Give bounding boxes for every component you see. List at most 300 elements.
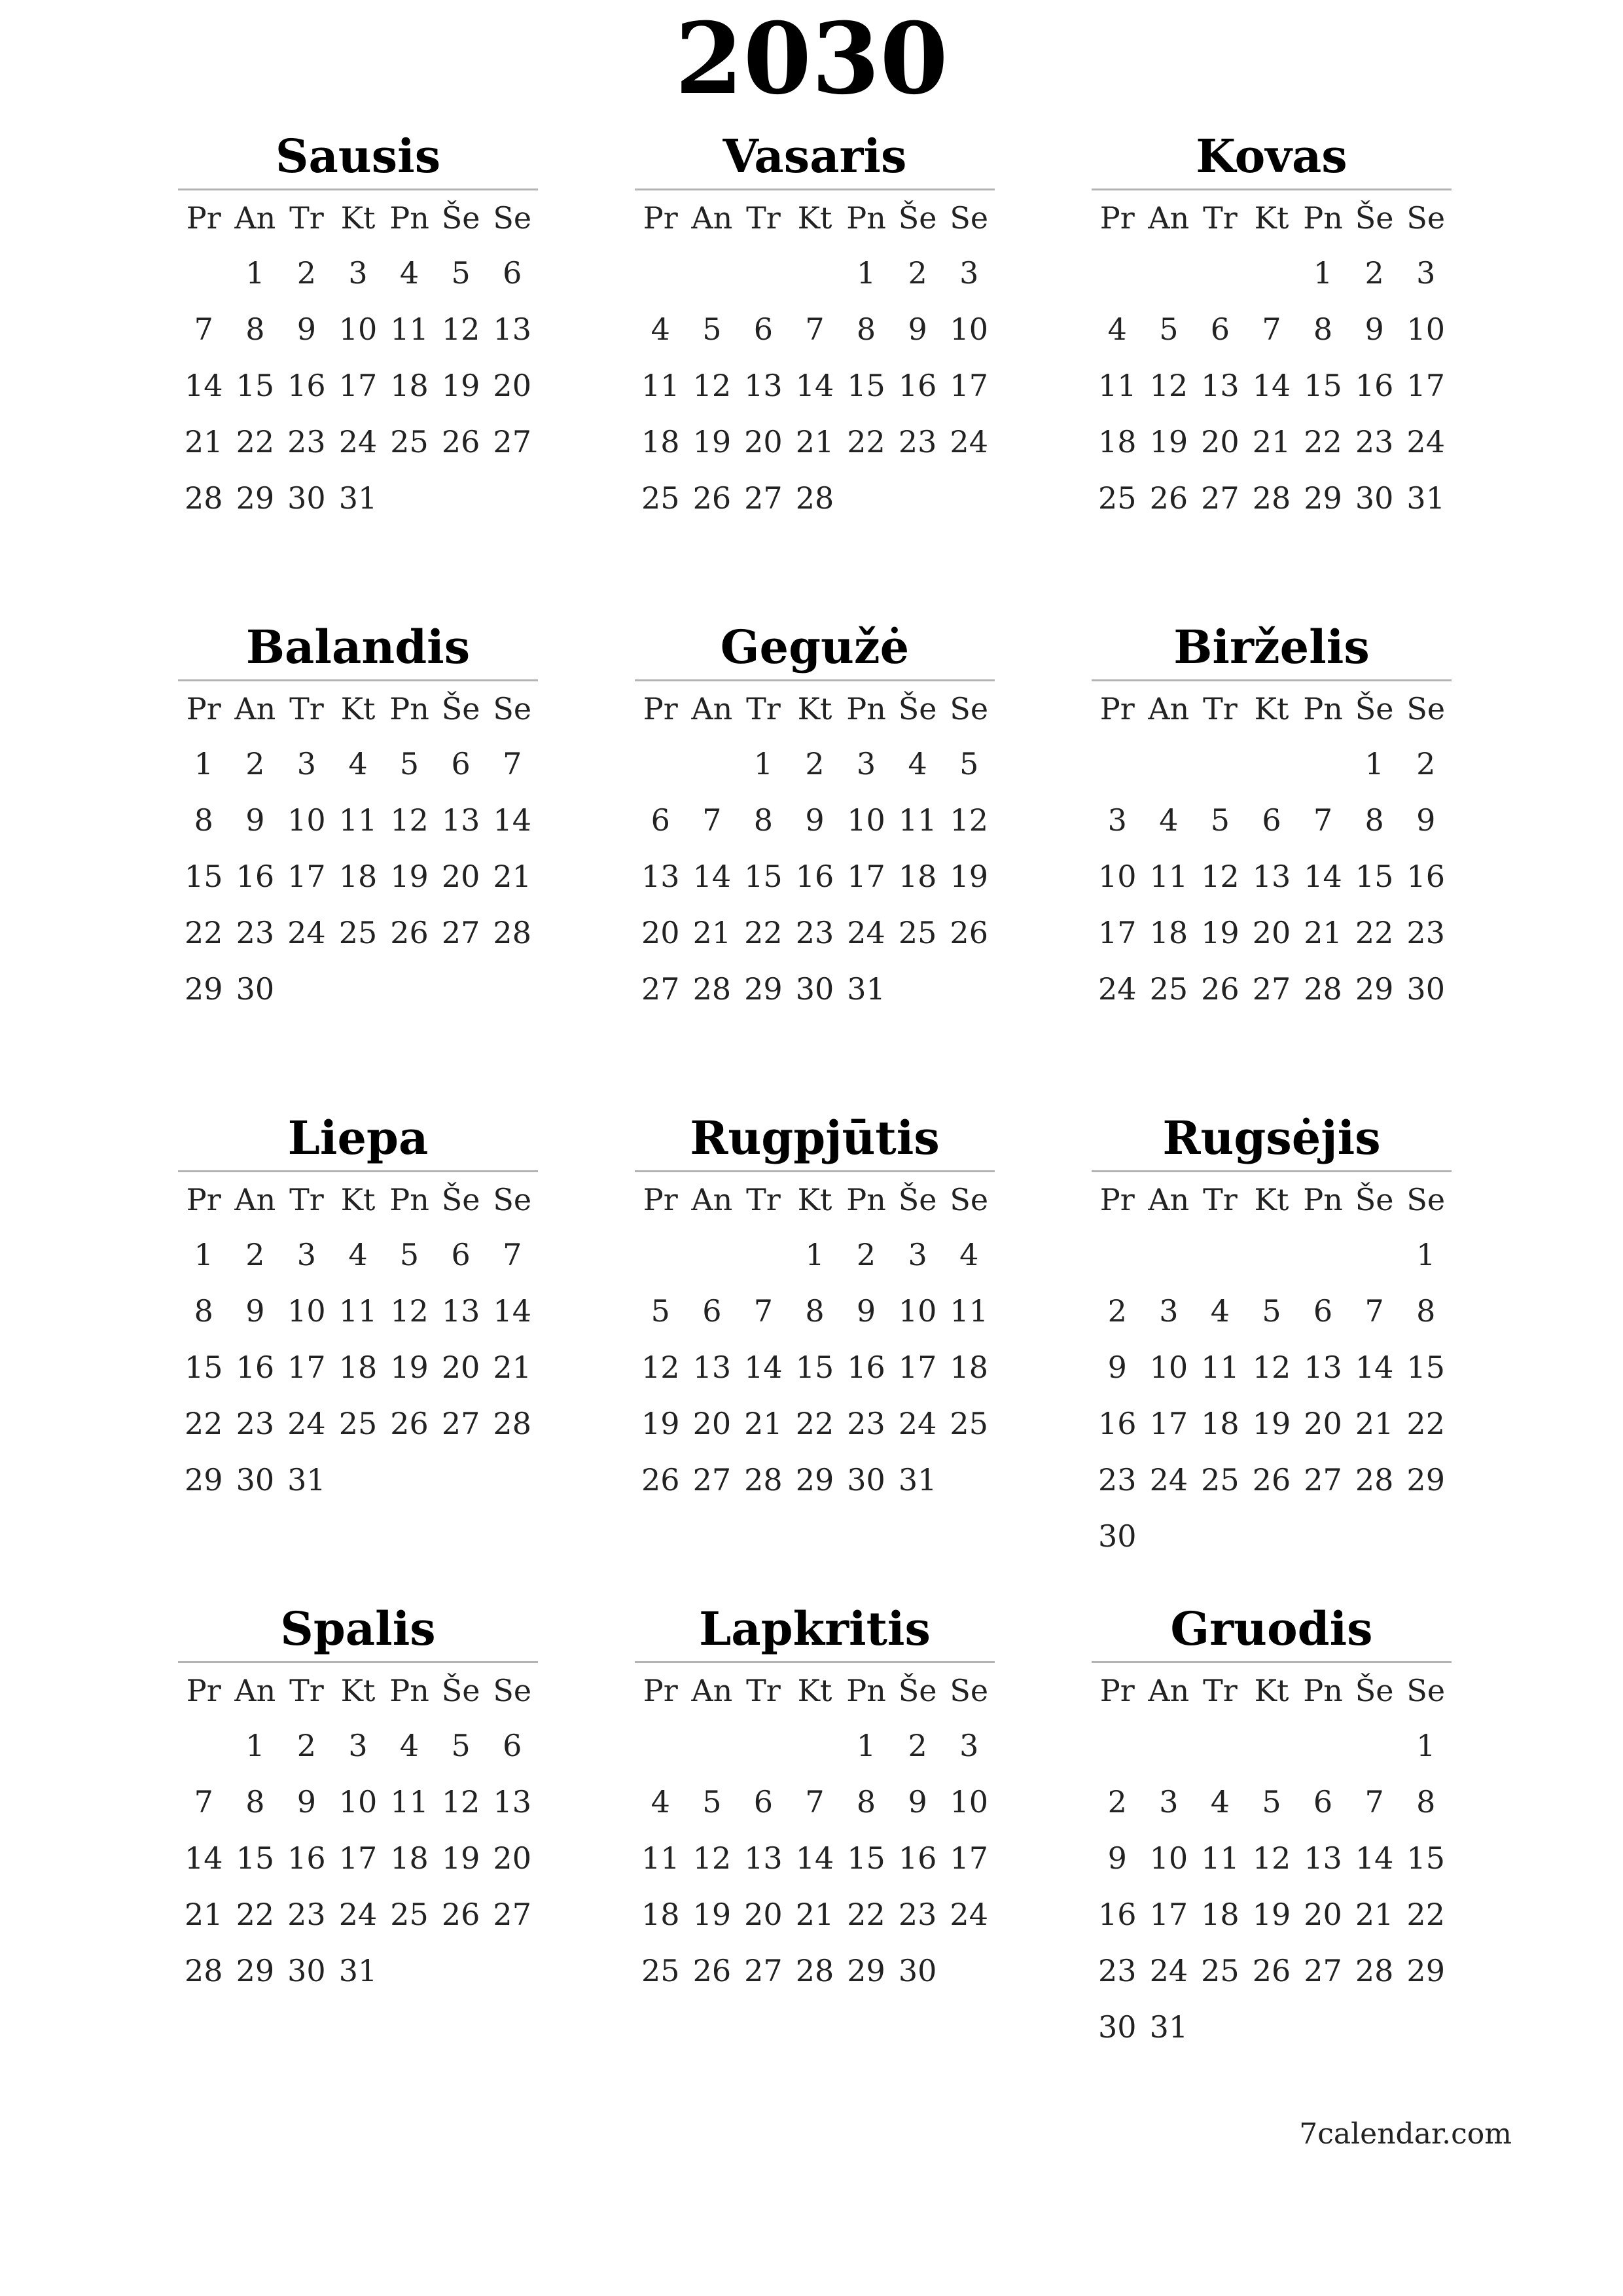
weekday-label: Se [493, 691, 532, 726]
weekday-header-row [1092, 1663, 1452, 1717]
day-cell: 19 [390, 859, 429, 894]
day-cell: 30 [1355, 480, 1394, 516]
day-cell: 4 [1210, 1293, 1230, 1329]
day-cell: 30 [898, 1953, 937, 1988]
day-cell: 9 [1364, 312, 1384, 347]
day-cell: 14 [493, 1293, 531, 1329]
day-cell: 18 [1098, 424, 1137, 459]
weekday-label: Pn [389, 691, 429, 726]
week-row [635, 905, 995, 961]
week-row [1092, 1508, 1452, 1564]
weekday-label: Kt [340, 1672, 376, 1708]
day-cell: 13 [493, 1784, 531, 1820]
weekday-label: Kt [797, 691, 832, 726]
day-cell: 10 [287, 1293, 326, 1329]
week-row [635, 1717, 995, 1774]
day-cell: 21 [744, 1406, 783, 1441]
month-title: Liepa [287, 1111, 429, 1165]
day-cell: 1 [194, 1237, 213, 1272]
day-cell: 3 [1416, 255, 1436, 291]
day-cell: 9 [1107, 1840, 1127, 1876]
day-cell: 12 [441, 312, 480, 347]
day-cell: 8 [1364, 802, 1384, 838]
day-cell: 26 [1149, 480, 1188, 516]
week-row [1092, 1830, 1452, 1886]
day-cell: 16 [1098, 1897, 1137, 1932]
day-cell: 23 [1406, 915, 1445, 950]
day-cell: 30 [1406, 971, 1445, 1007]
weekday-header-row [635, 190, 995, 245]
month-block [1092, 615, 1452, 1017]
month-title: Vasaris [722, 129, 907, 183]
day-cell: 7 [753, 1293, 774, 1329]
weekday-label: Pn [1303, 691, 1343, 726]
day-cell: 5 [1262, 1293, 1281, 1329]
day-cell: 14 [1304, 859, 1342, 894]
day-cell: 28 [692, 971, 732, 1007]
day-cell: 3 [908, 1237, 927, 1272]
month-block [635, 124, 995, 526]
week-row [1092, 1452, 1452, 1508]
day-cell: 26 [641, 1462, 680, 1498]
day-cell: 9 [296, 1784, 317, 1820]
year-title: 2030 [675, 1, 948, 117]
day-cell: 9 [296, 312, 317, 347]
day-cell: 10 [950, 1784, 988, 1820]
day-cell: 15 [1304, 368, 1342, 403]
day-cell: 6 [651, 802, 670, 838]
weekday-label: Pn [1303, 1181, 1343, 1217]
weekday-label: An [1148, 200, 1190, 236]
day-cell: 31 [898, 1462, 937, 1498]
weekday-label: Kt [797, 200, 832, 236]
weekday-label: Še [441, 200, 480, 236]
weekday-label: Pr [643, 200, 678, 236]
weekday-label: Kt [1254, 1181, 1289, 1217]
day-cell: 26 [1252, 1462, 1291, 1498]
week-row [635, 1395, 995, 1452]
day-cell: 26 [692, 1953, 732, 1988]
weekday-label: Kt [340, 1181, 376, 1217]
week-row [178, 1227, 538, 1283]
week-row [635, 414, 995, 470]
day-cell: 9 [245, 1293, 265, 1329]
weekday-label: An [234, 1181, 276, 1217]
weekday-label: Še [1355, 1672, 1394, 1708]
week-row [178, 245, 538, 301]
day-cell: 21 [795, 424, 834, 459]
day-cell: 24 [1098, 971, 1137, 1007]
week-row [1092, 1717, 1452, 1774]
day-cell: 22 [185, 915, 223, 950]
day-cell: 6 [1210, 312, 1230, 347]
month-title: Kovas [1196, 129, 1347, 183]
month-title: Spalis [280, 1602, 436, 1656]
day-cell: 7 [1364, 1784, 1384, 1820]
day-cell: 26 [1201, 971, 1240, 1007]
day-cell: 23 [898, 424, 937, 459]
month-title: Birželis [1173, 620, 1370, 674]
day-cell: 1 [245, 1728, 265, 1763]
day-cell: 27 [641, 971, 680, 1007]
weekday-header-row [178, 681, 538, 736]
day-cell: 11 [1098, 368, 1137, 403]
weekday-label: Pr [1099, 200, 1135, 236]
day-cell: 18 [1201, 1406, 1240, 1441]
day-cell: 1 [245, 255, 265, 291]
day-cell: 17 [950, 1840, 988, 1876]
weekday-label: Kt [1254, 1672, 1289, 1708]
day-cell: 25 [641, 480, 680, 516]
day-cell: 28 [1355, 1953, 1394, 1988]
day-cell: 22 [795, 1406, 834, 1441]
day-cell: 25 [1201, 1953, 1240, 1988]
weekday-label: An [691, 1181, 733, 1217]
week-row [1092, 848, 1452, 905]
weekday-label: Pn [846, 1672, 886, 1708]
day-cell: 16 [1406, 859, 1445, 894]
month-block [1092, 1106, 1452, 1564]
day-cell: 12 [641, 1350, 680, 1385]
day-cell: 24 [338, 424, 378, 459]
day-cell: 11 [390, 1784, 429, 1820]
day-cell: 29 [1304, 480, 1342, 516]
day-cell: 3 [348, 1728, 368, 1763]
day-cell: 1 [1416, 1237, 1436, 1272]
day-cell: 10 [1149, 1840, 1188, 1876]
day-cell: 11 [338, 802, 378, 838]
day-cell: 13 [744, 1840, 783, 1876]
day-cell: 13 [1252, 859, 1291, 894]
day-cell: 6 [753, 312, 774, 347]
day-cell: 8 [245, 312, 265, 347]
day-cell: 22 [236, 1897, 275, 1932]
weekday-label: Kt [1254, 691, 1289, 726]
week-row [1092, 1395, 1452, 1452]
day-cell: 20 [1304, 1897, 1342, 1932]
day-cell: 16 [236, 859, 275, 894]
day-cell: 30 [287, 1953, 326, 1988]
weekday-label: Tr [1203, 691, 1238, 726]
day-cell: 13 [441, 1293, 480, 1329]
day-cell: 17 [950, 368, 988, 403]
day-cell: 12 [390, 1293, 429, 1329]
day-cell: 16 [287, 368, 326, 403]
day-cell: 11 [338, 1293, 378, 1329]
day-cell: 27 [744, 480, 783, 516]
weekday-label: Pr [186, 1181, 221, 1217]
month-title: Balandis [245, 620, 471, 674]
day-cell: 5 [1262, 1784, 1281, 1820]
weekday-label: Še [1355, 691, 1394, 726]
day-cell: 25 [950, 1406, 988, 1441]
day-cell: 1 [194, 746, 213, 781]
weekday-label: Še [898, 691, 937, 726]
day-cell: 24 [1149, 1953, 1188, 1988]
day-cell: 4 [399, 255, 419, 291]
weekday-label: Pr [643, 691, 678, 726]
day-cell: 5 [399, 746, 419, 781]
week-row [635, 736, 995, 792]
day-cell: 29 [1406, 1953, 1445, 1988]
weekday-label: Pr [643, 1672, 678, 1708]
day-cell: 19 [641, 1406, 680, 1441]
day-cell: 21 [1355, 1897, 1394, 1932]
day-cell: 8 [1313, 312, 1333, 347]
day-cell: 24 [1149, 1462, 1188, 1498]
week-row [178, 1283, 538, 1339]
day-cell: 10 [1406, 312, 1445, 347]
weekday-label: An [234, 200, 276, 236]
day-cell: 3 [1107, 802, 1127, 838]
day-cell: 25 [1149, 971, 1188, 1007]
day-cell: 23 [287, 1897, 326, 1932]
weekday-label: Še [1355, 1181, 1394, 1217]
day-cell: 12 [1252, 1840, 1291, 1876]
day-cell: 16 [898, 368, 937, 403]
day-cell: 16 [795, 859, 834, 894]
day-cell: 8 [856, 312, 876, 347]
day-cell: 6 [753, 1784, 774, 1820]
day-cell: 18 [1201, 1897, 1240, 1932]
week-row [1092, 1943, 1452, 1999]
day-cell: 31 [338, 480, 378, 516]
weekday-label: Še [898, 1181, 937, 1217]
day-cell: 27 [692, 1462, 732, 1498]
day-cell: 24 [950, 1897, 988, 1932]
week-row [178, 1452, 538, 1508]
day-cell: 26 [390, 1406, 429, 1441]
day-cell: 19 [692, 1897, 732, 1932]
week-row [1092, 905, 1452, 961]
day-cell: 17 [1149, 1897, 1188, 1932]
day-cell: 19 [1252, 1406, 1291, 1441]
day-cell: 13 [1304, 1840, 1342, 1876]
day-cell: 18 [1149, 915, 1188, 950]
day-cell: 4 [348, 746, 368, 781]
day-cell: 14 [795, 368, 834, 403]
day-cell: 28 [795, 480, 834, 516]
day-cell: 13 [744, 368, 783, 403]
day-cell: 5 [451, 1728, 471, 1763]
day-cell: 7 [805, 312, 825, 347]
day-cell: 10 [950, 312, 988, 347]
weekday-label: Tr [1203, 1181, 1238, 1217]
day-cell: 26 [950, 915, 988, 950]
day-cell: 2 [245, 746, 265, 781]
day-cell: 24 [898, 1406, 937, 1441]
day-cell: 8 [753, 802, 774, 838]
day-cell: 21 [795, 1897, 834, 1932]
weekday-label: An [691, 1672, 733, 1708]
day-cell: 14 [1355, 1350, 1394, 1385]
day-cell: 17 [338, 1840, 378, 1876]
day-cell: 23 [847, 1406, 885, 1441]
weekday-label: Pr [186, 1672, 221, 1708]
day-cell: 28 [493, 915, 531, 950]
day-cell: 18 [338, 1350, 378, 1385]
day-cell: 23 [1098, 1953, 1137, 1988]
day-cell: 19 [950, 859, 988, 894]
day-cell: 23 [1355, 424, 1394, 459]
day-cell: 6 [702, 1293, 722, 1329]
weekday-label: Kt [797, 1672, 832, 1708]
weekday-header-row [635, 1663, 995, 1717]
day-cell: 18 [390, 1840, 429, 1876]
day-cell: 23 [287, 424, 326, 459]
day-cell: 21 [1252, 424, 1291, 459]
day-cell: 15 [185, 1350, 223, 1385]
weekday-label: Še [898, 1672, 937, 1708]
week-row [1092, 245, 1452, 301]
week-row [635, 357, 995, 414]
week-row [635, 1943, 995, 1999]
weekday-label: Se [950, 200, 989, 236]
day-cell: 11 [641, 368, 680, 403]
day-cell: 19 [390, 1350, 429, 1385]
day-cell: 17 [287, 859, 326, 894]
week-row [1092, 1999, 1452, 2055]
day-cell: 15 [1406, 1350, 1445, 1385]
day-cell: 14 [1252, 368, 1291, 403]
weekday-label: Pn [1303, 1672, 1343, 1708]
week-row [178, 1395, 538, 1452]
day-cell: 17 [1406, 368, 1445, 403]
day-cell: 16 [236, 1350, 275, 1385]
day-cell: 13 [493, 312, 531, 347]
day-cell: 13 [1304, 1350, 1342, 1385]
day-cell: 5 [399, 1237, 419, 1272]
day-cell: 20 [493, 1840, 531, 1876]
day-cell: 21 [1355, 1406, 1394, 1441]
week-row [178, 1774, 538, 1830]
weekday-label: Tr [289, 1672, 324, 1708]
day-cell: 28 [744, 1462, 783, 1498]
day-cell: 9 [856, 1293, 876, 1329]
day-cell: 13 [441, 802, 480, 838]
week-row [1092, 414, 1452, 470]
weekday-label: Pr [1099, 1672, 1135, 1708]
day-cell: 10 [287, 802, 326, 838]
day-cell: 22 [185, 1406, 223, 1441]
day-cell: 18 [950, 1350, 988, 1385]
day-cell: 1 [753, 746, 774, 781]
day-cell: 20 [1201, 424, 1240, 459]
month-block [1092, 124, 1452, 526]
weekday-label: Še [441, 691, 480, 726]
day-cell: 22 [847, 424, 885, 459]
day-cell: 16 [898, 1840, 937, 1876]
day-cell: 29 [847, 1953, 885, 1988]
day-cell: 18 [898, 859, 937, 894]
weekday-label: Se [1406, 1181, 1446, 1217]
day-cell: 7 [1262, 312, 1281, 347]
day-cell: 24 [847, 915, 885, 950]
week-row [635, 1283, 995, 1339]
day-cell: 29 [1355, 971, 1394, 1007]
day-cell: 2 [908, 255, 927, 291]
day-cell: 14 [744, 1350, 783, 1385]
day-cell: 29 [185, 971, 223, 1007]
weekday-label: Tr [289, 1181, 324, 1217]
weekday-label: Pn [846, 1181, 886, 1217]
day-cell: 22 [1355, 915, 1394, 950]
day-cell: 6 [503, 1728, 522, 1763]
day-cell: 7 [194, 1784, 213, 1820]
weekday-label: Se [1406, 200, 1446, 236]
day-cell: 7 [503, 746, 522, 781]
day-cell: 15 [744, 859, 783, 894]
week-row [178, 736, 538, 792]
day-cell: 2 [1107, 1293, 1127, 1329]
day-cell: 20 [1252, 915, 1291, 950]
week-row [1092, 357, 1452, 414]
day-cell: 21 [493, 859, 531, 894]
week-row [178, 848, 538, 905]
day-cell: 27 [1304, 1953, 1342, 1988]
weekday-label: Pn [846, 200, 886, 236]
week-row [1092, 1339, 1452, 1395]
weekday-header-row [635, 681, 995, 736]
day-cell: 27 [1201, 480, 1240, 516]
day-cell: 30 [795, 971, 834, 1007]
week-row [1092, 470, 1452, 526]
day-cell: 29 [744, 971, 783, 1007]
day-cell: 20 [744, 424, 783, 459]
weekday-label: Kt [797, 1181, 832, 1217]
weekday-label: Še [441, 1181, 480, 1217]
day-cell: 14 [493, 802, 531, 838]
day-cell: 7 [194, 312, 213, 347]
day-cell: 15 [847, 1840, 885, 1876]
day-cell: 12 [1252, 1350, 1291, 1385]
day-cell: 27 [1252, 971, 1291, 1007]
day-cell: 26 [692, 480, 732, 516]
month-block [635, 615, 995, 1017]
day-cell: 30 [236, 971, 275, 1007]
weekday-header-row [178, 1663, 538, 1717]
day-cell: 17 [1098, 915, 1137, 950]
day-cell: 21 [1304, 915, 1342, 950]
day-cell: 18 [641, 424, 680, 459]
day-cell: 12 [692, 368, 732, 403]
week-row [635, 1830, 995, 1886]
day-cell: 5 [702, 1784, 722, 1820]
day-cell: 9 [908, 1784, 927, 1820]
day-cell: 28 [795, 1953, 834, 1988]
day-cell: 7 [1313, 802, 1333, 838]
day-cell: 30 [1098, 1518, 1137, 1554]
weekday-label: Se [493, 1181, 532, 1217]
day-cell: 12 [1149, 368, 1188, 403]
day-cell: 28 [1355, 1462, 1394, 1498]
day-cell: 5 [1159, 312, 1179, 347]
week-row [1092, 1774, 1452, 1830]
week-row [635, 245, 995, 301]
day-cell: 31 [1406, 480, 1445, 516]
day-cell: 19 [1201, 915, 1240, 950]
day-cell: 28 [185, 1953, 223, 1988]
day-cell: 11 [950, 1293, 988, 1329]
weekday-label: An [1148, 1181, 1190, 1217]
day-cell: 4 [1107, 312, 1127, 347]
day-cell: 19 [1149, 424, 1188, 459]
weekday-header-row [635, 1172, 995, 1227]
day-cell: 5 [651, 1293, 670, 1329]
week-row [178, 357, 538, 414]
day-cell: 7 [1364, 1293, 1384, 1329]
day-cell: 29 [185, 1462, 223, 1498]
